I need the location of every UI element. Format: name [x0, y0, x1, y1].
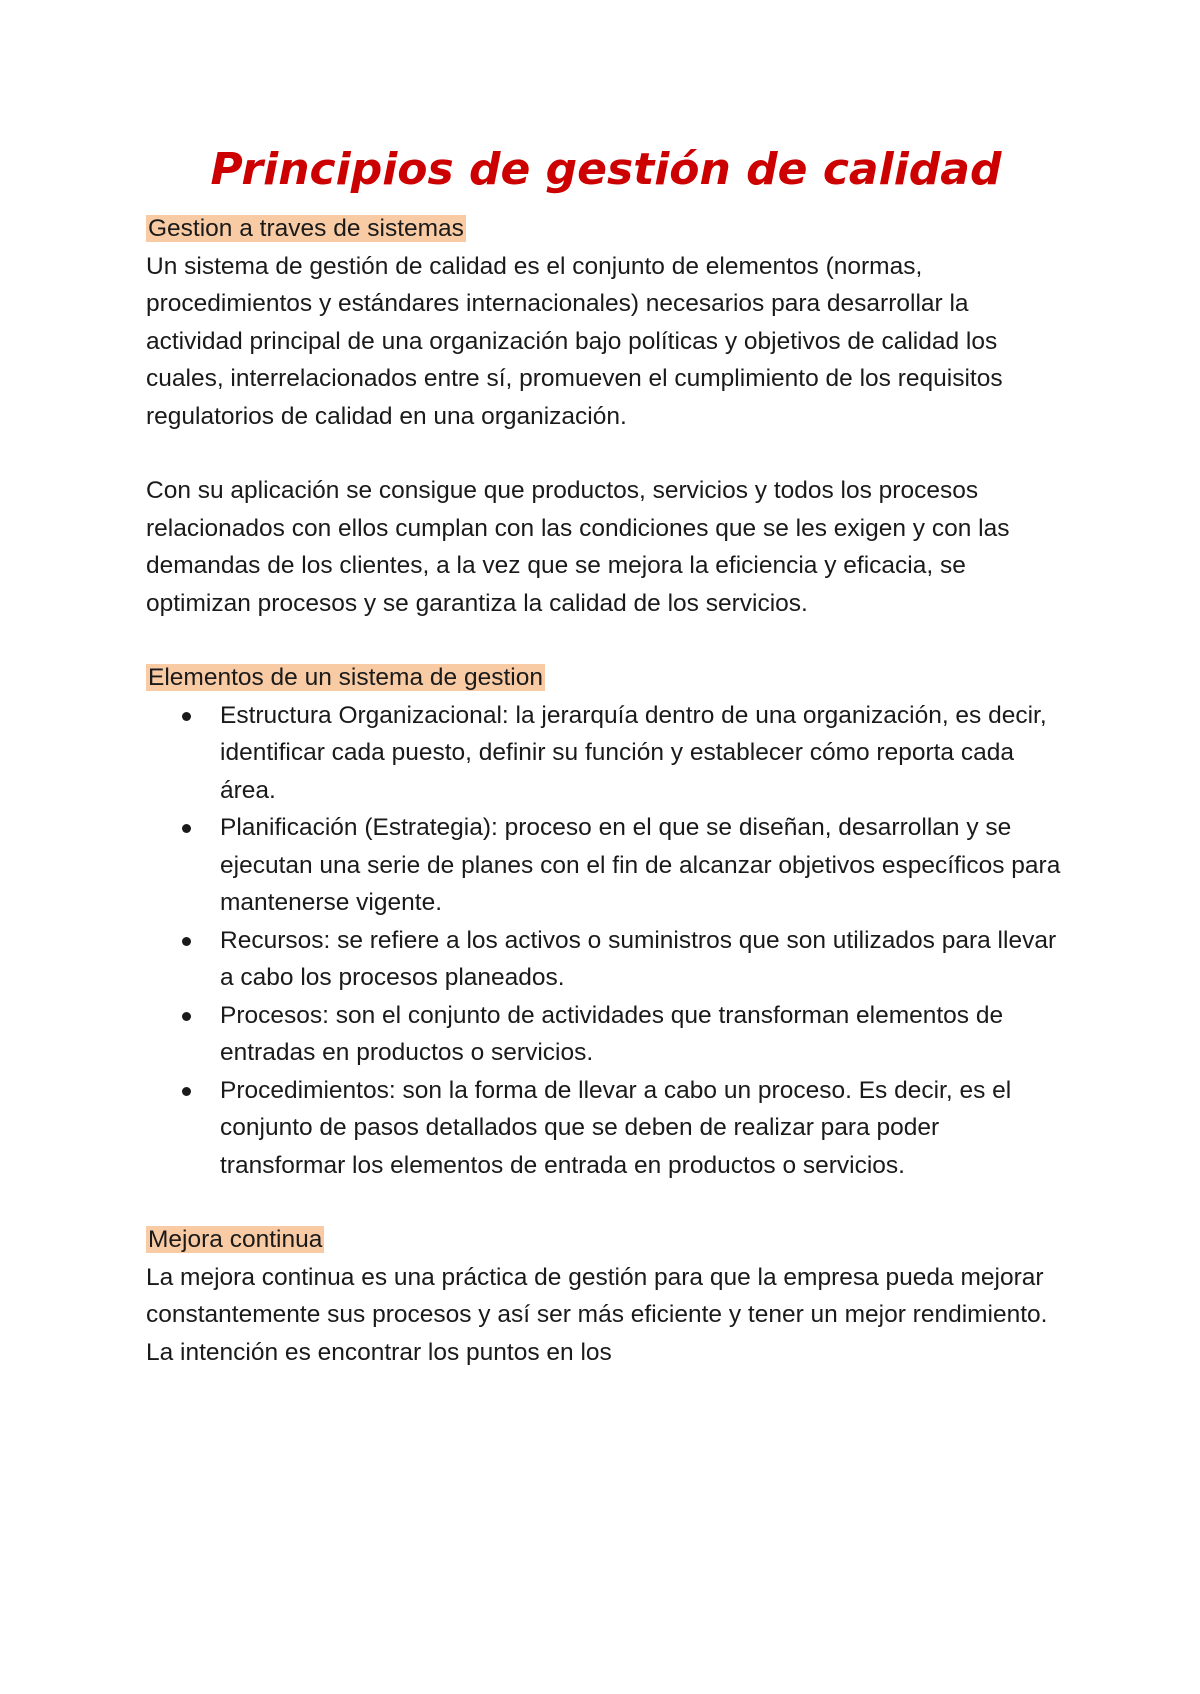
section-heading: [146, 210, 1066, 248]
body-paragraph: La mejora continua es una práctica de gestión para que la empresa pueda mejorar constantemente sus procesos y así ser más eficiente y tener un mejor rendimiento. La intención es encontrar los puntos en los: [146, 1263, 1048, 1366]
highlighted-heading-text: Mejora continua: [148, 1226, 323, 1253]
bullet-dot-icon: [182, 712, 191, 721]
section-heading: [146, 659, 1066, 697]
bullet-dot-icon: [182, 1012, 191, 1021]
paragraph-spacer: [146, 435, 1066, 472]
section-elementos: [146, 659, 1066, 1184]
section-spacer: [146, 622, 1066, 659]
document-page: [146, 140, 1066, 1371]
list-item: [220, 997, 1066, 1072]
list-item: [220, 809, 1066, 922]
bullet-dot-icon: [182, 824, 191, 833]
list-item-text: Procedimientos: son la forma de llevar a cabo un proceso. Es decir, es el conjunto de pasos detallados que se deben de realizar para poder transformar los elementos de entrada en productos o servicios.: [220, 1076, 1012, 1179]
list-item-text: Procesos: son el conjunto de actividades que transforman elementos de entradas en productos o servicios.: [220, 1001, 1004, 1066]
section-mejora-continua: [146, 1221, 1066, 1371]
list-item-text: Planificación (Estrategia): proceso en el que se diseñan, desarrollan y se ejecutan una serie de planes con el fin de alcanzar objetivos específicos para mantenerse vigente.: [220, 814, 1061, 916]
list-item-text: Recursos: se refiere a los activos o suministros que son utilizados para llevar a cabo los procesos planeados.: [220, 926, 1057, 991]
bullet-dot-icon: [182, 1087, 191, 1096]
list-item-text: Estructura Organizacional: la jerarquía dentro de una organización, es decir, identificar cada puesto, definir su función y establecer cómo reporta cada área.: [220, 701, 1047, 804]
list-item: [220, 1072, 1066, 1185]
section-gestion-sistemas: [146, 210, 1066, 622]
list-item: [220, 922, 1066, 997]
bullet-dot-icon: [182, 937, 191, 946]
bullet-list: [146, 697, 1066, 1185]
highlighted-heading-text: Gestion a traves de sistemas: [148, 215, 464, 242]
body-paragraph: Con su aplicación se consigue que productos, servicios y todos los procesos relacionados con ellos cumplan con las condiciones que se les exigen y con las demandas de los clientes, a la vez que se mejora la eficiencia y eficacia, se optimizan procesos y se garantiza la calidad de los servicios.: [146, 477, 1010, 617]
highlighted-heading-text: Elementos de un sistema de gestion: [148, 664, 543, 691]
section-spacer: [146, 1184, 1066, 1221]
section-heading: [146, 1221, 1066, 1259]
document-title: Principios de gestión de calidad: [210, 144, 1002, 195]
body-paragraph: Un sistema de gestión de calidad es el conjunto de elementos (normas, procedimientos y estándares internacionales) necesarios para desarrollar la actividad principal de una organización bajo políticas y objetivos de calidad los cuales, interrelacionados entre sí, promueven el cumplimiento de los requisitos regulatorios de calidad en una organización.: [146, 252, 1003, 430]
list-item: [220, 697, 1066, 810]
